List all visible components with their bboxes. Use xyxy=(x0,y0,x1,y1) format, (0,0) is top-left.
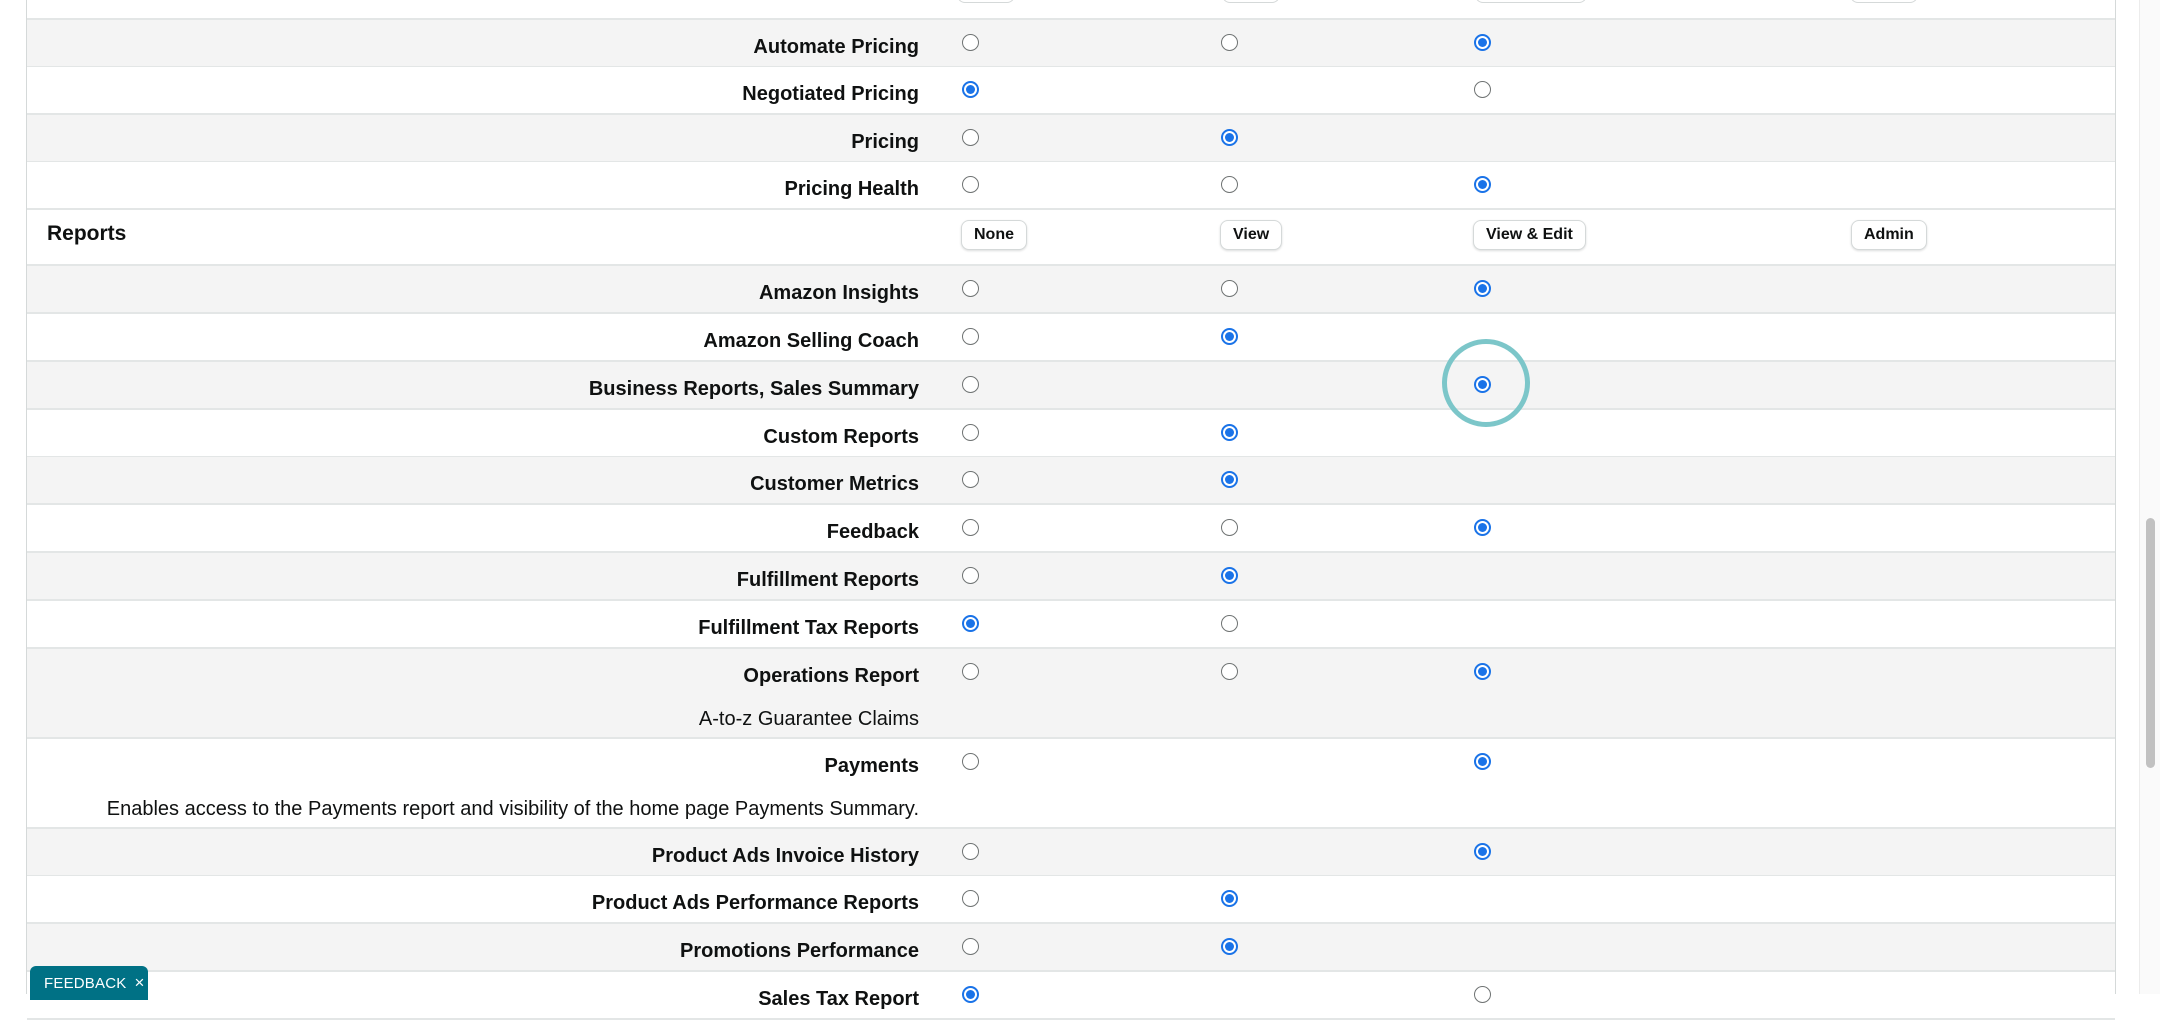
permission-label: Custom Reports xyxy=(763,426,919,448)
column-none-button[interactable]: None xyxy=(961,220,1027,250)
focus-ring xyxy=(1442,339,1530,427)
permission-label: Pricing Health xyxy=(784,178,919,200)
permission-label: Negotiated Pricing xyxy=(742,83,919,105)
permission-row xyxy=(27,505,2115,553)
radio-none[interactable] xyxy=(962,615,979,632)
radio-none[interactable] xyxy=(962,753,979,770)
permission-label: Automate Pricing xyxy=(753,36,919,58)
permission-label: Business Reports, Sales Summary xyxy=(588,378,919,400)
prev-admin-button-edge[interactable] xyxy=(1850,0,1918,3)
radio-none[interactable] xyxy=(962,843,979,860)
permission-label: Amazon Insights xyxy=(758,282,919,304)
prev-none-button-edge[interactable] xyxy=(957,0,1015,3)
permission-label: Feedback xyxy=(826,521,919,543)
permission-label: Product Ads Invoice History xyxy=(651,845,919,867)
permission-label: Fulfillment Tax Reports xyxy=(698,617,919,639)
permission-label: Pricing xyxy=(851,131,919,153)
radio-view-edit[interactable] xyxy=(1474,753,1491,770)
radio-view[interactable] xyxy=(1221,663,1238,680)
column-admin-button[interactable]: Admin xyxy=(1851,220,1927,250)
reports-section-header xyxy=(27,210,2115,266)
prev-view-edit-button-edge[interactable] xyxy=(1475,0,1587,3)
radio-none[interactable] xyxy=(962,34,979,51)
scrollbar-thumb[interactable] xyxy=(2146,518,2155,768)
permission-row xyxy=(27,162,2115,210)
permission-row xyxy=(27,829,2115,877)
prev-view-button-edge[interactable] xyxy=(1222,0,1280,3)
radio-view[interactable] xyxy=(1221,34,1238,51)
scrollbar[interactable] xyxy=(2139,0,2160,994)
radio-view[interactable] xyxy=(1221,129,1238,146)
radio-view-edit[interactable] xyxy=(1474,81,1491,98)
radio-none[interactable] xyxy=(962,328,979,345)
radio-none[interactable] xyxy=(962,129,979,146)
radio-view[interactable] xyxy=(1221,519,1238,536)
radio-view[interactable] xyxy=(1221,567,1238,584)
permission-row xyxy=(27,972,2115,1020)
radio-none[interactable] xyxy=(962,663,979,680)
permission-row xyxy=(27,601,2115,649)
radio-none[interactable] xyxy=(962,986,979,1003)
permission-label: Promotions Performance xyxy=(680,940,919,962)
section-title: Reports xyxy=(47,222,127,245)
column-view-button[interactable]: View xyxy=(1220,220,1282,250)
permission-row xyxy=(27,924,2115,972)
radio-none[interactable] xyxy=(962,890,979,907)
permission-row xyxy=(27,410,2115,458)
column-view-edit-button[interactable]: View & Edit xyxy=(1473,220,1586,250)
radio-none[interactable] xyxy=(962,424,979,441)
permission-row xyxy=(27,20,2115,68)
radio-view-edit[interactable] xyxy=(1474,663,1491,680)
radio-view[interactable] xyxy=(1221,938,1238,955)
permissions-table xyxy=(26,0,2116,1010)
radio-view-edit[interactable] xyxy=(1474,280,1491,297)
radio-view-edit[interactable] xyxy=(1474,519,1491,536)
radio-none[interactable] xyxy=(962,81,979,98)
radio-view[interactable] xyxy=(1221,328,1238,345)
radio-view-edit[interactable] xyxy=(1474,176,1491,193)
permission-row xyxy=(27,553,2115,601)
permission-label: Payments xyxy=(824,755,919,777)
radio-view[interactable] xyxy=(1221,615,1238,632)
permission-row xyxy=(27,67,2115,115)
radio-none[interactable] xyxy=(962,567,979,584)
permission-row xyxy=(27,649,2115,739)
permission-row xyxy=(27,266,2115,314)
radio-view-edit[interactable] xyxy=(1474,34,1491,51)
radio-view[interactable] xyxy=(1221,890,1238,907)
radio-view-edit[interactable] xyxy=(1474,843,1491,860)
radio-none[interactable] xyxy=(962,938,979,955)
feedback-label: FEEDBACK xyxy=(44,975,127,992)
prev-section-header xyxy=(27,0,2115,20)
radio-none[interactable] xyxy=(962,376,979,393)
permission-row xyxy=(27,457,2115,505)
radio-none[interactable] xyxy=(962,176,979,193)
permission-row xyxy=(27,362,2115,410)
permission-label: Fulfillment Reports xyxy=(736,569,919,591)
radio-none[interactable] xyxy=(962,519,979,536)
permission-description: Enables access to the Payments report and visibility of the home page Payments Summary. xyxy=(106,798,919,820)
radio-view[interactable] xyxy=(1221,176,1238,193)
radio-view[interactable] xyxy=(1221,280,1238,297)
permission-row xyxy=(27,115,2115,163)
permission-description: A-to-z Guarantee Claims xyxy=(698,708,919,730)
radio-none[interactable] xyxy=(962,471,979,488)
permission-label: Operations Report xyxy=(743,665,919,687)
permission-label: Sales Tax Report xyxy=(758,988,919,1010)
close-icon[interactable]: × xyxy=(134,973,145,992)
permission-label: Customer Metrics xyxy=(750,473,919,495)
permission-label: Amazon Selling Coach xyxy=(703,330,919,352)
permission-label: Product Ads Performance Reports xyxy=(591,892,919,914)
radio-view[interactable] xyxy=(1221,471,1238,488)
feedback-tab[interactable] xyxy=(30,966,148,1000)
radio-view-edit[interactable] xyxy=(1474,986,1491,1003)
permission-row xyxy=(27,876,2115,924)
radio-view[interactable] xyxy=(1221,424,1238,441)
radio-none[interactable] xyxy=(962,280,979,297)
permission-row xyxy=(27,314,2115,362)
permission-row xyxy=(27,739,2115,829)
